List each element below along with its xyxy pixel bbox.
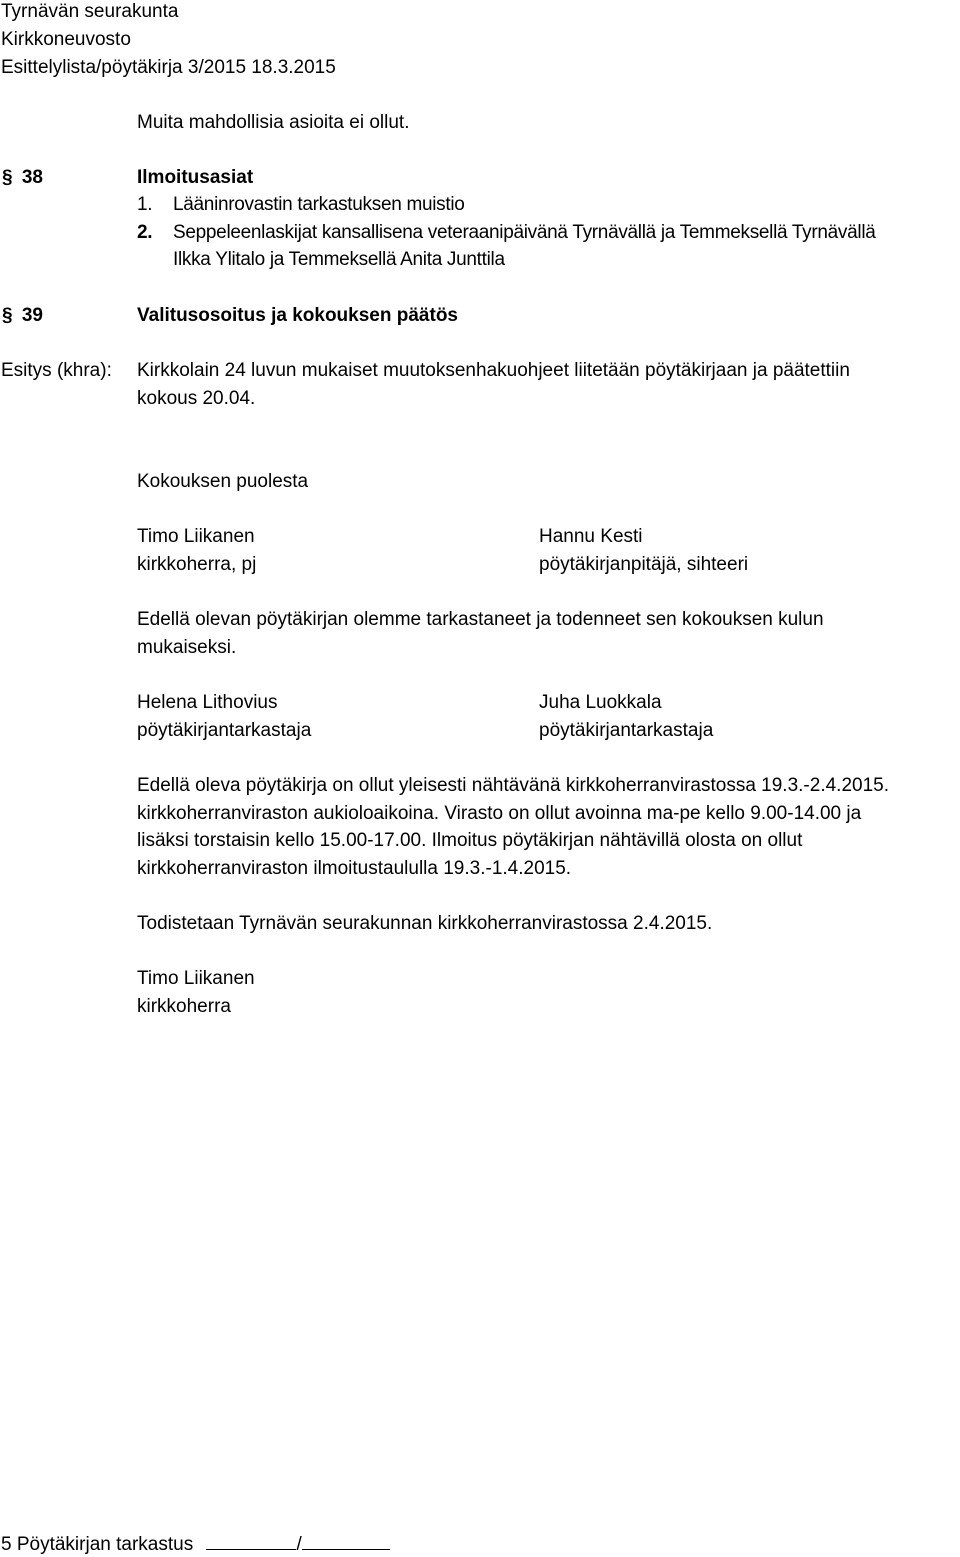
reviewer-role: pöytäkirjantarkastaja [539, 720, 714, 741]
footer-text: 5 Pöytäkirjan tarkastus [1, 1534, 194, 1555]
signer-role: pöytäkirjanpitäjä, sihteeri [539, 554, 749, 575]
section-39-title: Valitusosoitus ja kokouksen päätös [137, 305, 458, 326]
header-doc: Esittelylista/pöytäkirja 3/2015 18.3.2015 [1, 57, 336, 78]
header-body: Kirkkoneuvosto [1, 29, 131, 50]
list-item-number: 2. [137, 222, 153, 243]
header-org: Tyrnävän seurakunta [1, 1, 179, 22]
on-behalf-text: Kokouksen puolesta [137, 471, 309, 492]
section-symbol: § [2, 305, 13, 326]
reviewer-name: Helena Lithovius [137, 692, 278, 713]
footer-slash: / [296, 1534, 302, 1555]
list-item-text: Seppeleenlaskijat kansallisena veteraanipäivänä Tyrnävällä ja Temmeksellä Tyrnävällä [173, 222, 876, 243]
footer-blank-line [302, 1531, 390, 1550]
list-item-number: 1. [137, 194, 153, 215]
notice-text: kirkkoherranviraston aukioloaikoina. Virasto on ollut avoinna ma-pe kello 9.00-14.00 ja [137, 803, 862, 824]
footer-blank-line [206, 1531, 296, 1550]
proposal-label: Esitys (khra): [1, 360, 112, 381]
list-item-text: Lääninrovastin tarkastuksen muistio [173, 194, 465, 215]
signer-name: Hannu Kesti [539, 526, 643, 547]
intro-text: Muita mahdollisia asioita ei ollut. [137, 112, 410, 133]
notice-text: lisäksi torstaisin kello 15.00-17.00. Ilmoitus pöytäkirjan nähtävillä olosta on ollut [137, 830, 803, 851]
signer-role: kirkkoherra, pj [137, 554, 257, 575]
section-number: 38 [21, 167, 43, 188]
footer [1, 1531, 390, 1557]
reviewer-role: pöytäkirjantarkastaja [137, 720, 312, 741]
certification-text: Todistetaan Tyrnävän seurakunnan kirkkoherranvirastossa 2.4.2015. [137, 913, 713, 934]
signer-name: Timo Liikanen [137, 526, 255, 547]
proposal-text-continued: kokous 20.04. [137, 388, 256, 409]
notice-text: Edellä oleva pöytäkirja on ollut yleisesti nähtävänä kirkkoherranvirastossa 19.3.-2.4.2015. [137, 775, 889, 796]
notice-text: kirkkoherranviraston ilmoitustaululla 19.3.-1.4.2015. [137, 858, 572, 879]
section-38-heading [2, 166, 43, 190]
proposal-text: Kirkkolain 24 luvun mukaiset muutoksenhakuohjeet liitetään pöytäkirjaan ja päätettiin [137, 360, 850, 381]
review-text: Edellä olevan pöytäkirjan olemme tarkastaneet ja todenneet sen kokouksen kulun [137, 609, 824, 630]
section-39-heading [2, 304, 43, 328]
section-number: 39 [21, 305, 43, 326]
section-38-title: Ilmoitusasiat [137, 167, 254, 188]
reviewer-name: Juha Luokkala [539, 692, 662, 713]
section-symbol: § [2, 167, 13, 188]
final-signer-role: kirkkoherra [137, 996, 231, 1017]
list-item-text-continued: Ilkka Ylitalo ja Temmeksellä Anita Junttila [173, 249, 505, 270]
review-text-continued: mukaiseksi. [137, 637, 237, 658]
final-signer-name: Timo Liikanen [137, 968, 255, 989]
